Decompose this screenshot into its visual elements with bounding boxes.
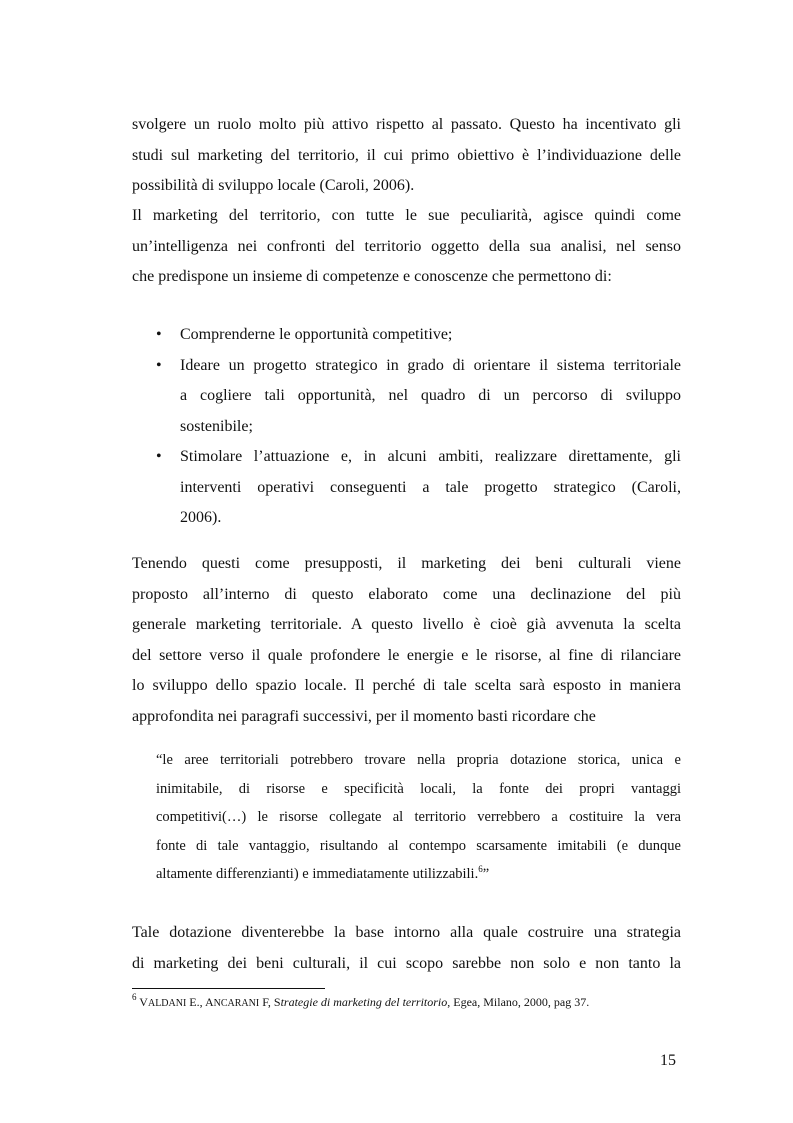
quote-last-text: altamente differenzianti) e immediatamente utilizzabili. [156, 866, 479, 882]
text-line: Tale dotazione diventerebbe la base intorno alla quale costruire una strategia [132, 924, 681, 941]
list-item [132, 320, 681, 351]
text-line: di marketing dei beni culturali, il cui scopo sarebbe non solo e non tanto la [132, 954, 681, 972]
text-line: del settore verso il quale profondere le energie e le risorse, al fine di rilanciare [132, 646, 681, 664]
text-line: Stimolare l’attuazione e, in alcuni ambiti, realizzare direttamente, gli [180, 448, 681, 465]
quote-line: competitivi(…) le risorse collegate al territorio verrebbero a costituire la vera [156, 809, 681, 825]
text-line: Ideare un progetto strategico in grado di orientare il sistema territoriale [180, 356, 681, 374]
quote-line: “le aree territoriali potrebbero trovare nella propria dotazione storica, unica e [156, 752, 681, 768]
quote-closing-mark: ” [482, 866, 490, 882]
text-line: generale marketing territoriale. A questo livello è cioè già avvenuta la scelta [132, 616, 681, 633]
text-line: approfondita nei paragrafi successivi, per il momento basti ricordare che [132, 707, 596, 725]
quote-line: fonte di tale vantaggio, risultando al contempo scarsamente imitabili (e dunque [156, 837, 681, 854]
footnote-author-tail: E., [186, 995, 205, 1009]
text-line: svolgere un ruolo molto più attivo rispetto al passato. Questo ha incentivato gli [132, 116, 681, 133]
footnote-author-surname: ALDANI [147, 998, 187, 1009]
bullet-icon: • [156, 326, 162, 343]
paragraph-2 [132, 201, 681, 293]
footnote-number: 6 [132, 992, 137, 1002]
footnote-publisher: , Egea, Milano, 2000, pag 37. [447, 995, 590, 1009]
text-line: a cogliere tali opportunità, nel quadro di un percorso di sviluppo [180, 387, 681, 404]
text-line: possibilità di sviluppo locale (Caroli, 2006). [132, 177, 415, 194]
paragraph-1 [132, 110, 681, 202]
footnote-author-surname: NCARANI [213, 998, 260, 1009]
list-item [132, 351, 681, 443]
text-line: 2006). [180, 509, 222, 526]
footnote-author-initial: V [139, 995, 148, 1009]
text-line: studi sul marketing del territorio, il cui primo obiettivo è l’individuazione delle [132, 146, 681, 164]
text-line: Comprenderne le opportunità competitive; [180, 326, 453, 343]
paragraph-4 [132, 918, 681, 979]
bullet-icon: • [156, 448, 162, 465]
text-line: Il marketing del territorio, con tutte le sue peculiarità, agisce quindi come [132, 207, 681, 224]
text-line: lo sviluppo dello spazio locale. Il perché di tale scelta sarà esposto in maniera [132, 677, 681, 694]
text-line: proposto all’interno di questo elaborato come una declinazione del più [132, 585, 681, 603]
text-line: interventi operativi conseguenti a tale progetto strategico (Caroli, [180, 478, 681, 496]
footnote-author-tail: F, S [259, 995, 281, 1009]
page-number: 15 [660, 1052, 676, 1069]
text-line: Tenendo questi come presupposti, il marketing dei beni culturali viene [132, 555, 681, 572]
text-line: sostenibile; [180, 417, 253, 435]
quote-line [156, 860, 681, 889]
footnote [132, 994, 589, 1012]
text-line: un’intelligenza nei confronti del territorio oggetto della sua analisi, nel senso [132, 237, 681, 255]
footnote-title: trategie di marketing del territorio [280, 995, 448, 1009]
bullet-list [132, 320, 681, 534]
paragraph-3 [132, 549, 681, 732]
footnote-author-initial: A [204, 995, 214, 1009]
bullet-icon: • [156, 356, 162, 374]
footnote-reference[interactable]: 6 [478, 864, 483, 874]
text-line: che predispone un insieme di competenze e conoscenze che permettono di: [132, 268, 612, 285]
list-item [132, 442, 681, 534]
block-quote [156, 746, 681, 889]
quote-line: inimitabile, di risorse e specificità locali, la fonte dei propri vantaggi [156, 780, 681, 797]
footnote-divider [132, 988, 325, 989]
